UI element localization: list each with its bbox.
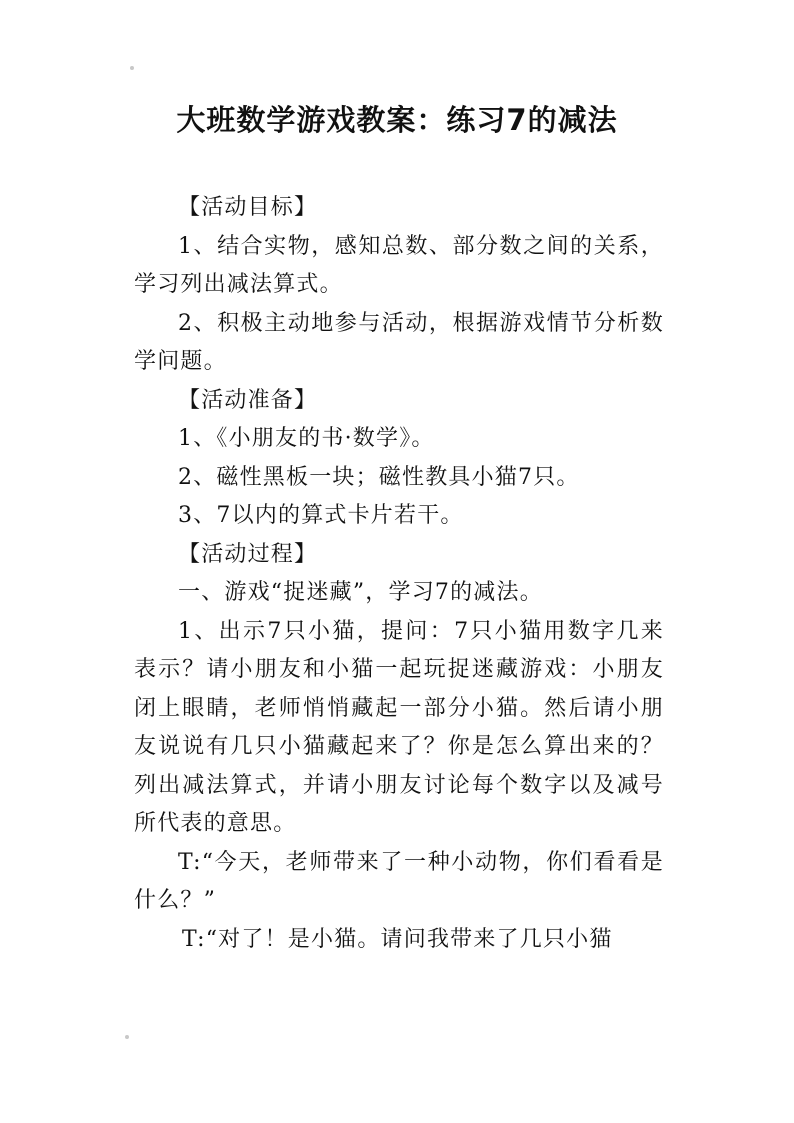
dialogue-paragraph: T:“今天，老师带来了一种小动物，你们看看是什么？” xyxy=(134,849,664,913)
document-body xyxy=(134,189,664,959)
preparation-item: 1、《小朋友的书·数学》。 xyxy=(178,426,435,451)
document-title: 大班数学游戏教案：练习7的减法 xyxy=(176,103,618,137)
section-heading-goals: 【活动目标】 xyxy=(178,195,318,220)
scan-dot xyxy=(130,66,134,70)
section-heading-process: 【活动过程】 xyxy=(178,541,318,567)
preparation-item: 2、磁性黑板一块；磁性教具小猫7只。 xyxy=(178,464,580,490)
section-heading-preparation: 【活动准备】 xyxy=(178,387,318,413)
dialogue-paragraph: T:“对了！是小猫。请问我带来了几只小猫 xyxy=(182,926,613,952)
preparation-item: 3、7以内的算式卡片若干。 xyxy=(178,503,464,528)
goal-item: 2、积极主动地参与活动，根据游戏情节分析数学问题。 xyxy=(134,310,664,374)
goal-item: 1、结合实物，感知总数、部分数之间的关系，学习列出减法算式。 xyxy=(134,233,664,297)
process-paragraph: 1、出示7只小猫，提问：7只小猫用数字几来表示？请小朋友和小猫一起玩捉迷藏游戏：小朋友闭上眼睛，老师悄悄藏起一部分小猫。然后请小朋友说说有几只小猫藏起来了？你是怎么算出来的？列出减法算式，并请小朋友讨论每个数字以及减号所代表的意思。 xyxy=(134,618,664,836)
scan-dot xyxy=(125,1035,129,1039)
process-paragraph: 一、游戏“捉迷藏”，学习7的减法。 xyxy=(178,580,543,605)
